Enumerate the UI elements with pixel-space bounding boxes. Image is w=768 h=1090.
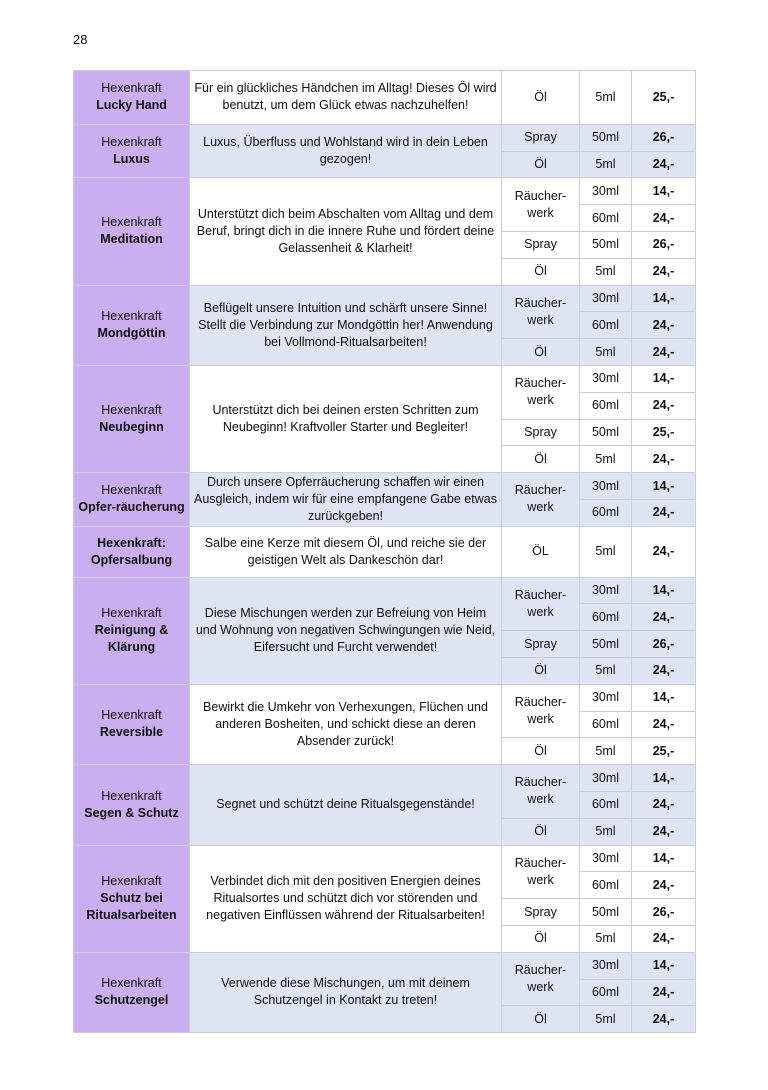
product-price: 14,- (632, 845, 696, 872)
product-name-prefix: Hexenkraft (101, 483, 162, 498)
product-price: 24,- (632, 392, 696, 419)
product-price: 24,- (632, 205, 696, 232)
product-form: Räucher-werk (502, 845, 580, 899)
product-size: 30ml (580, 845, 632, 872)
product-size: 50ml (580, 231, 632, 258)
product-description: Verwende diese Mischungen, um mit deinem Schutzengel in Kontakt zu treten! (190, 952, 502, 1032)
product-name (74, 365, 190, 472)
product-name-title: Reversible (99, 725, 164, 740)
product-price: 14,- (632, 684, 696, 711)
product-size: 5ml (580, 339, 632, 366)
product-form: Räucher-werk (502, 473, 580, 527)
product-name (74, 526, 190, 577)
product-size: 5ml (580, 925, 632, 952)
product-size: 60ml (580, 392, 632, 419)
product-price-table (73, 70, 696, 1033)
product-form: Räucher-werk (502, 365, 580, 419)
table-row (74, 952, 696, 979)
product-price: 24,- (632, 872, 696, 899)
product-price: 25,- (632, 419, 696, 446)
product-description: Luxus, Überfluss und Wohlstand wird in dein Leben gezogen! (190, 124, 502, 178)
product-name (74, 124, 190, 178)
product-price: 24,- (632, 526, 696, 577)
table-row (74, 71, 696, 125)
product-price: 24,- (632, 657, 696, 684)
product-size: 5ml (580, 151, 632, 178)
product-form: Räucher-werk (502, 577, 580, 631)
product-price: 24,- (632, 604, 696, 631)
product-size: 5ml (580, 738, 632, 765)
product-size: 30ml (580, 577, 632, 604)
product-form: Öl (502, 818, 580, 845)
product-form: Öl (502, 151, 580, 178)
product-name (74, 178, 190, 285)
product-name-title: Luxus (113, 152, 150, 167)
product-price: 14,- (632, 577, 696, 604)
product-price: 24,- (632, 791, 696, 818)
product-table-body (74, 71, 696, 1033)
product-price: 26,- (632, 124, 696, 151)
product-size: 50ml (580, 419, 632, 446)
product-form: Räucher-werk (502, 285, 580, 339)
product-name (74, 577, 190, 684)
product-name-prefix: Hexenkraft (101, 81, 162, 96)
product-name-title: Neubeginn (99, 420, 164, 435)
product-name-prefix: Hexenkraft (101, 708, 162, 723)
table-row (74, 577, 696, 604)
table-row (74, 526, 696, 577)
product-name (74, 952, 190, 1032)
product-form: Öl (502, 925, 580, 952)
table-row (74, 684, 696, 711)
product-form: Spray (502, 419, 580, 446)
table-row (74, 845, 696, 872)
product-form: Öl (502, 446, 580, 473)
product-description: Für ein glückliches Händchen im Alltag! Dieses Öl wird benutzt, um dem Glück etwas nachzuhelfen! (190, 71, 502, 125)
product-price: 24,- (632, 499, 696, 526)
product-price: 14,- (632, 178, 696, 205)
product-name-prefix: Hexenkraft (101, 788, 162, 803)
product-description: Diese Mischungen werden zur Befreiung von Heim und Wohnung von negativen Schwingungen wie Neid, Eifersucht und Furcht verwendet! (190, 577, 502, 684)
product-description: Segnet und schützt deine Ritualsgegenstände! (190, 765, 502, 845)
product-size: 5ml (580, 1006, 632, 1033)
product-price: 24,- (632, 1006, 696, 1033)
product-price: 26,- (632, 899, 696, 926)
table-row (74, 765, 696, 792)
product-form: Räucher-werk (502, 684, 580, 738)
product-form: Öl (502, 738, 580, 765)
table-row (74, 365, 696, 392)
product-size: 5ml (580, 446, 632, 473)
product-size: 50ml (580, 899, 632, 926)
product-name (74, 845, 190, 952)
product-size: 60ml (580, 791, 632, 818)
product-price: 14,- (632, 473, 696, 500)
product-name-title: Segen & Schutz (84, 805, 179, 820)
product-size: 30ml (580, 765, 632, 792)
product-form: Spray (502, 231, 580, 258)
product-name-prefix: Hexenkraft (101, 135, 162, 150)
product-size: 5ml (580, 71, 632, 125)
product-price: 24,- (632, 339, 696, 366)
product-price: 14,- (632, 365, 696, 392)
product-size: 5ml (580, 258, 632, 285)
product-price: 25,- (632, 738, 696, 765)
product-name-prefix: Hexenkraft (101, 606, 162, 621)
product-price: 24,- (632, 925, 696, 952)
product-size: 30ml (580, 473, 632, 500)
product-name (74, 473, 190, 527)
product-name-title: Meditation (100, 232, 163, 247)
product-form: Öl (502, 339, 580, 366)
product-name-prefix: Hexenkraft (101, 309, 162, 324)
table-row (74, 473, 696, 500)
product-size: 30ml (580, 684, 632, 711)
product-description: Salbe eine Kerze mit diesem Öl, und reiche sie der geistigen Welt als Dankeschön dar! (190, 526, 502, 577)
product-size: 60ml (580, 312, 632, 339)
product-form: Spray (502, 631, 580, 658)
product-description: Durch unsere Opferräucherung schaffen wir einen Ausgleich, indem wir für eine empfangene Gabe etwas zurückgeben! (190, 473, 502, 527)
product-price: 24,- (632, 446, 696, 473)
product-size: 50ml (580, 631, 632, 658)
product-form: ÖL (502, 526, 580, 577)
product-name-title: Lucky Hand (96, 98, 167, 113)
product-form: Räucher-werk (502, 952, 580, 1006)
product-form: Räucher-werk (502, 765, 580, 819)
product-price: 24,- (632, 818, 696, 845)
table-row (74, 178, 696, 205)
product-description: Verbindet dich mit den positiven Energien deines Ritualsortes und schützt dich vor störenden und negativen Einflüssen während der Ritualsarbeiten! (190, 845, 502, 952)
product-size: 60ml (580, 205, 632, 232)
product-price: 26,- (632, 631, 696, 658)
product-price: 14,- (632, 952, 696, 979)
product-name-title: Schutzengel (94, 993, 169, 1008)
product-form: Öl (502, 71, 580, 125)
product-price: 24,- (632, 258, 696, 285)
product-size: 60ml (580, 711, 632, 738)
product-name-prefix: Hexenkraft (101, 874, 162, 889)
product-size: 5ml (580, 818, 632, 845)
product-name (74, 684, 190, 764)
product-name-title: Mondgöttin (97, 326, 166, 341)
product-size: 5ml (580, 526, 632, 577)
product-name-title: Schutz bei Ritualsarbeiten (86, 891, 177, 923)
product-price: 14,- (632, 285, 696, 312)
product-price: 24,- (632, 711, 696, 738)
product-size: 30ml (580, 952, 632, 979)
product-description: Beflügelt unsere Intuition und schärft unsere Sinne! Stellt die Verbindung zur Mondgöttin her! Anwendung bei Vollmond-Ritualsarbeiten! (190, 285, 502, 365)
product-size: 30ml (580, 285, 632, 312)
product-price: 24,- (632, 979, 696, 1006)
product-description: Bewirkt die Umkehr von Verhexungen, Flüchen und anderen Bosheiten, und schickt diese an deren Absender zurück! (190, 684, 502, 764)
product-form: Öl (502, 657, 580, 684)
product-size: 60ml (580, 499, 632, 526)
product-name (74, 765, 190, 845)
product-name (74, 71, 190, 125)
product-size: 30ml (580, 178, 632, 205)
product-price: 26,- (632, 231, 696, 258)
product-description: Unterstützt dich bei deinen ersten Schritten zum Neubeginn! Kraftvoller Starter und Begleiter! (190, 365, 502, 472)
product-size: 60ml (580, 872, 632, 899)
page-number: 28 (73, 32, 88, 47)
product-form: Spray (502, 124, 580, 151)
table-row (74, 285, 696, 312)
product-price: 25,- (632, 71, 696, 125)
product-name-prefix: Hexenkraft (101, 215, 162, 230)
product-size: 30ml (580, 365, 632, 392)
product-name-prefix: Hexenkraft (101, 976, 162, 991)
product-form: Öl (502, 1006, 580, 1033)
product-form: Räucher-werk (502, 178, 580, 232)
product-name (74, 285, 190, 365)
product-name-title: Reinigung & Klärung (94, 623, 169, 655)
product-size: 60ml (580, 604, 632, 631)
product-price: 14,- (632, 765, 696, 792)
product-description: Unterstützt dich beim Abschalten vom Alltag und dem Beruf, bringt dich in die innere Ruhe und fördert deine Gelassenheit & Klarheit! (190, 178, 502, 285)
product-size: 5ml (580, 657, 632, 684)
table-row (74, 124, 696, 151)
product-form: Öl (502, 258, 580, 285)
product-name-title: Opfer-räucherung (78, 500, 185, 515)
product-name-title: Hexenkraft: Opfersalbung (90, 535, 173, 567)
product-price: 24,- (632, 312, 696, 339)
product-price: 24,- (632, 151, 696, 178)
product-form: Spray (502, 899, 580, 926)
product-name-prefix: Hexenkraft (101, 403, 162, 418)
product-size: 50ml (580, 124, 632, 151)
product-size: 60ml (580, 979, 632, 1006)
